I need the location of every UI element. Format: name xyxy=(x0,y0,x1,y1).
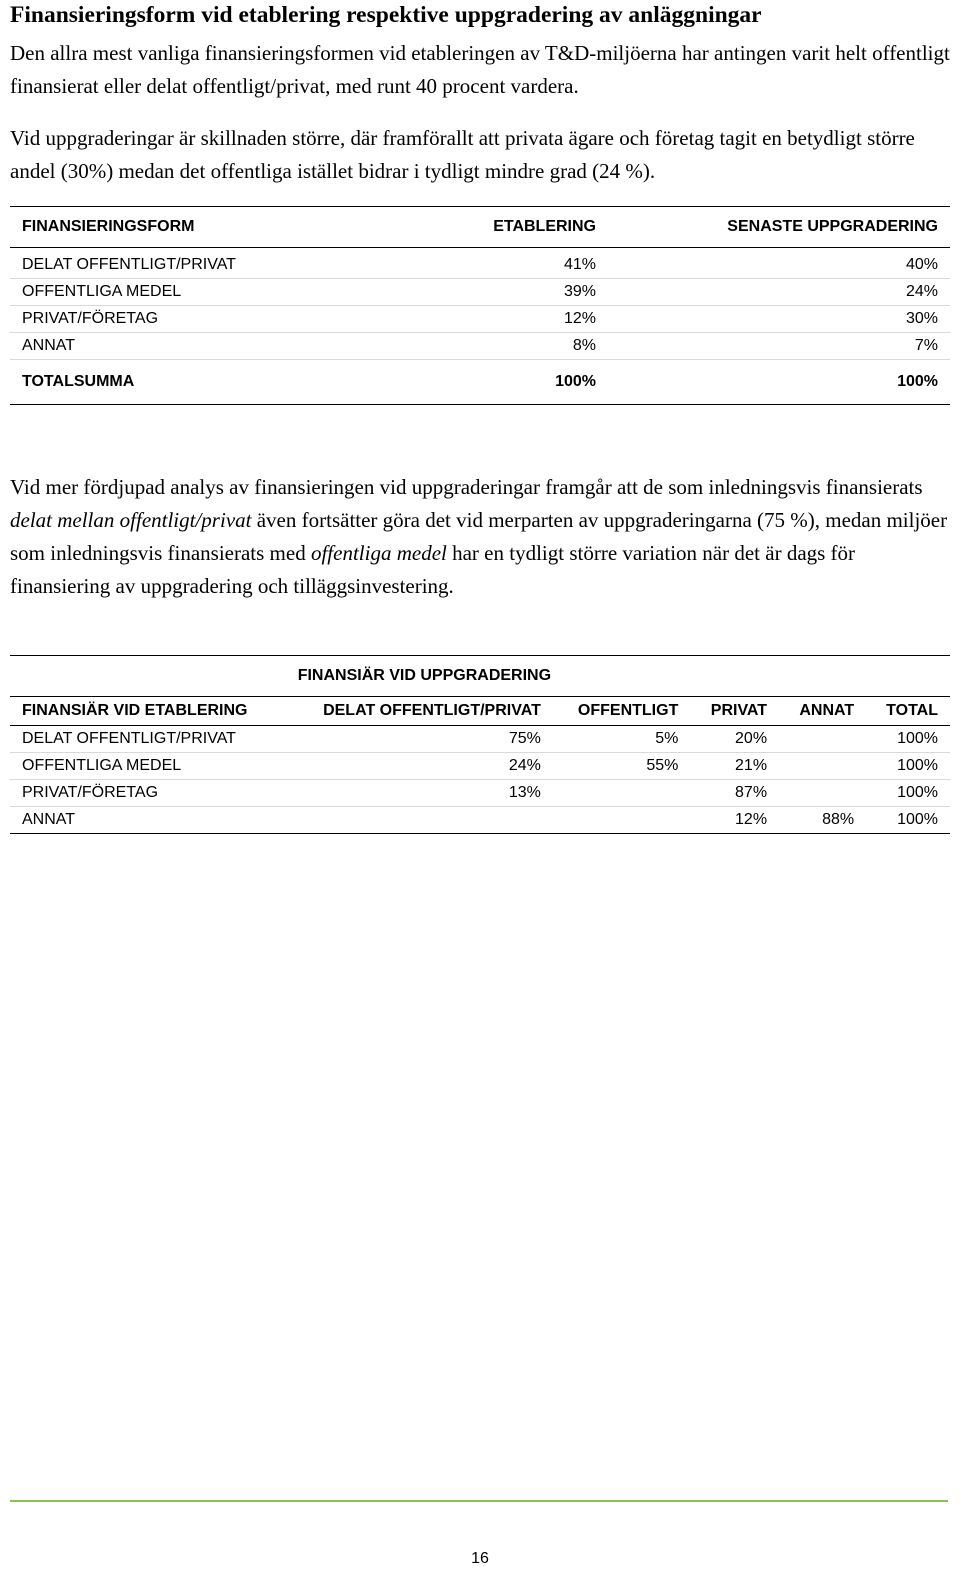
cell-value: 21% xyxy=(690,753,779,780)
cell-value xyxy=(779,780,866,807)
cell-value: 30% xyxy=(608,306,950,333)
table-row xyxy=(10,726,950,753)
cell-value: 20% xyxy=(690,726,779,753)
column-header: DELAT OFFENTLIGT/PRIVAT xyxy=(286,697,553,726)
cell-value: 40% xyxy=(608,252,950,279)
intro-paragraph: Den allra mest vanliga finansieringsformen vid etableringen av T&D-miljöerna har antingen varit helt offentligt finansierat eller delat offentligt/privat, med runt 40 procent vardera. xyxy=(10,41,950,98)
table-row xyxy=(10,780,950,807)
column-header: FINANSIÄR VID ETABLERING xyxy=(10,697,286,726)
analysis-emphasis: delat mellan offentligt/privat xyxy=(10,508,252,532)
column-header: FINANSIERINGSFORM xyxy=(22,218,195,235)
cell-value xyxy=(779,753,866,780)
row-label: PRIVAT/FÖRETAG xyxy=(10,306,354,333)
cell-value: 12% xyxy=(354,306,608,333)
cell-value xyxy=(553,807,691,834)
total-value: 100% xyxy=(354,360,608,405)
cell-value: 24% xyxy=(286,753,553,780)
cell-value xyxy=(779,726,866,753)
cell-value: 88% xyxy=(779,807,866,834)
super-header: FINANSIÄR VID UPPGRADERING xyxy=(286,656,950,697)
analysis-paragraph xyxy=(10,471,955,603)
analysis-text: även fortsätter göra det vid merparten av uppgraderingarna (75 %), medan miljöer som inledningsvis finansierats med xyxy=(10,508,948,565)
table-row xyxy=(10,333,950,360)
cell-value: 87% xyxy=(690,780,779,807)
cell-value: 39% xyxy=(354,279,608,306)
total-row xyxy=(10,360,950,405)
cell-value: 100% xyxy=(866,726,950,753)
table-row xyxy=(10,753,950,780)
section-heading: Finansieringsform vid etablering respektive uppgradering av anläggningar xyxy=(10,2,762,28)
analysis-emphasis: offentliga medel xyxy=(310,541,447,565)
table-header-row xyxy=(10,697,950,726)
cell-value: 7% xyxy=(608,333,950,360)
financier-crosstab-table xyxy=(10,655,950,834)
column-header: ETABLERING xyxy=(493,218,596,235)
table-row xyxy=(10,252,950,279)
cell-value: 100% xyxy=(866,807,950,834)
row-label: ANNAT xyxy=(10,333,354,360)
cell-value: 100% xyxy=(866,780,950,807)
analysis-text: har en tydligt större variation när det är dags för finansiering av uppgradering och tilläggsinvestering. xyxy=(10,541,856,598)
analysis-text: Vid mer fördjupad analys av finansieringen vid uppgraderingar framgår att de som inledningsvis finansierats xyxy=(10,475,923,499)
cell-value: 75% xyxy=(286,726,553,753)
cell-value xyxy=(286,807,553,834)
column-header: OFFENTLIGT xyxy=(553,697,691,726)
total-value: 100% xyxy=(608,360,950,405)
row-label: DELAT OFFENTLIGT/PRIVAT xyxy=(10,726,286,753)
table-super-header-row xyxy=(10,656,950,697)
cell-value xyxy=(553,780,691,807)
table-row xyxy=(10,306,950,333)
cell-value: 55% xyxy=(553,753,691,780)
cell-value: 100% xyxy=(866,753,950,780)
table-row xyxy=(10,279,950,306)
table-row xyxy=(10,807,950,834)
row-label: OFFENTLIGA MEDEL xyxy=(10,753,286,780)
row-label: OFFENTLIGA MEDEL xyxy=(10,279,354,306)
column-header: SENASTE UPPGRADERING xyxy=(727,218,938,235)
column-header: PRIVAT xyxy=(690,697,779,726)
page-number: 16 xyxy=(471,1550,489,1567)
cell-value: 41% xyxy=(354,252,608,279)
footer-rule xyxy=(10,1500,948,1502)
financing-form-table xyxy=(10,206,950,405)
cell-value: 8% xyxy=(354,333,608,360)
upgrade-paragraph: Vid uppgraderingar är skillnaden större, där framförallt att privata ägare och företag tagit en betydligt större andel (30%) medan det offentliga istället bidrar i tydligt mindre grad (24 %). xyxy=(10,126,915,183)
total-label: TOTALSUMMA xyxy=(10,360,354,405)
row-label: ANNAT xyxy=(10,807,286,834)
row-label: DELAT OFFENTLIGT/PRIVAT xyxy=(10,252,354,279)
cell-value: 12% xyxy=(690,807,779,834)
cell-value: 24% xyxy=(608,279,950,306)
cell-value: 13% xyxy=(286,780,553,807)
column-header: ANNAT xyxy=(779,697,866,726)
row-label: PRIVAT/FÖRETAG xyxy=(10,780,286,807)
cell-value: 5% xyxy=(553,726,691,753)
column-header: TOTAL xyxy=(866,697,950,726)
table-header-row xyxy=(10,207,950,248)
